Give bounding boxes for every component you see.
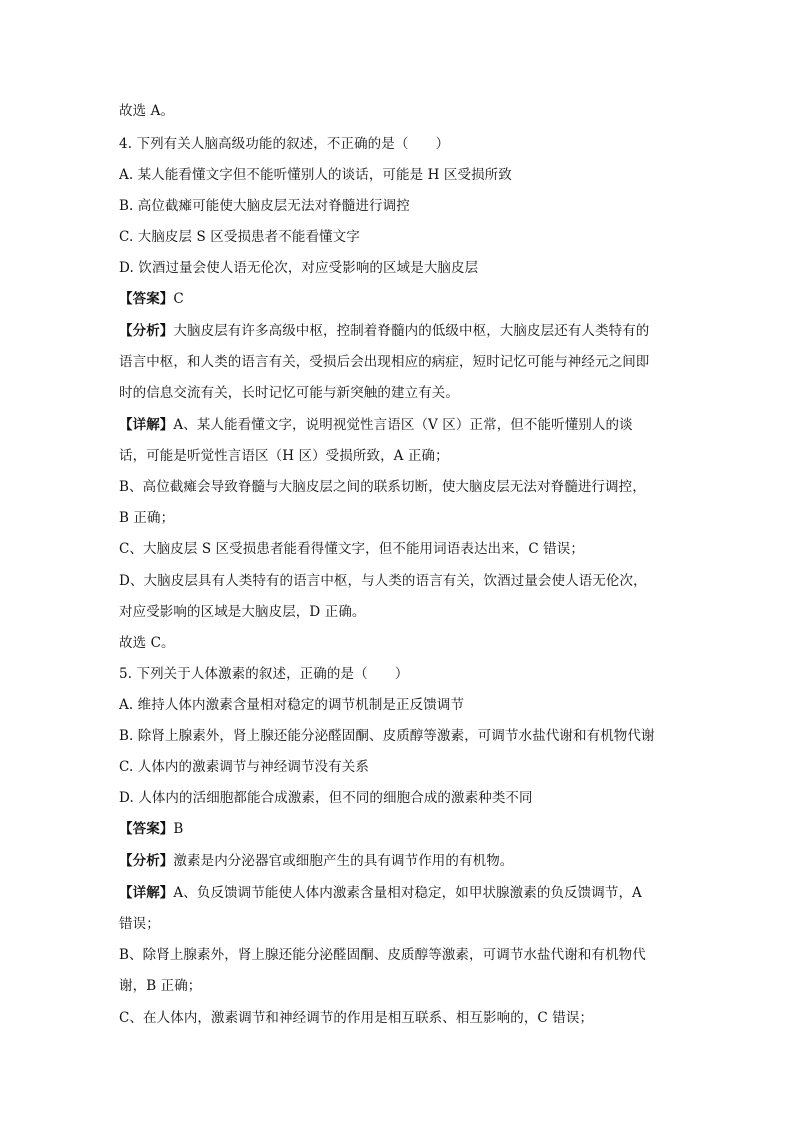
- detail-text-line: 错误；: [119, 916, 160, 932]
- detail-text-line: C、大脑皮层 S 区受损患者能看得懂文字，但不能用词语表达出来，C 错误；: [119, 541, 584, 557]
- detail-label: 【详解】: [119, 885, 174, 901]
- conclusion-line-q3: 故选 A。: [119, 103, 175, 119]
- detail-text-line: 谢，B 正确；: [119, 978, 202, 994]
- detail-text-line: B、除肾上腺素外，肾上腺还能分泌醛固酮、皮质醇等激素，可调节水盐代谢和有机物代: [119, 947, 646, 963]
- detail-text-line: 话，可能是听觉性言语区（H 区）受损所致，A 正确；: [119, 448, 449, 464]
- detail-text-line: B、高位截瘫会导致脊髓与大脑皮层之间的联系切断，使大脑皮层无法对脊髓进行调控，: [119, 479, 646, 495]
- detail-text: A、某人能看懂文字，说明视觉性言语区（V 区）正常，但不能听懂别人的谈: [173, 417, 633, 433]
- detail-text: A、负反馈调节能使人体内激素含量相对稳定，如甲状腺激素的负反馈调节，A: [173, 885, 642, 901]
- detail-text-line: D、大脑皮层具有人类特有的语言中枢，与人类的语言有关，饮酒过量会使人语无伦次，: [119, 573, 647, 589]
- detail-text-line: 对应受影响的区域是大脑皮层，D 正确。: [119, 604, 366, 620]
- question-4-answer: [119, 289, 679, 309]
- answer-label: 【答案】: [119, 291, 174, 307]
- answer-label: 【答案】: [119, 821, 174, 837]
- question-4-option-c: C. 大脑皮层 S 区受损患者不能看懂文字: [119, 229, 360, 245]
- detail-text-line: C、在人体内，激素调节和神经调节的作用是相互联系、相互影响的，C 错误；: [119, 1010, 594, 1026]
- question-5-option-d: D. 人体内的活细胞都能合成激素，但不同的细胞合成的激素种类不同: [119, 790, 533, 806]
- question-5-detail: [119, 883, 679, 903]
- question-5-analysis: [119, 851, 679, 871]
- analysis-label: 【分析】: [119, 323, 174, 339]
- conclusion-line-q4: 故选 C。: [119, 635, 175, 651]
- question-4-analysis: [119, 321, 679, 341]
- detail-label: 【详解】: [119, 417, 174, 433]
- answer-value: B: [173, 821, 184, 837]
- analysis-text-line: 语言中枢，和人类的语言有关，受损后会出现相应的病症，短时记忆可能与神经元之间即: [119, 354, 650, 370]
- question-5-stem: 5. 下列关于人体激素的叙述，正确的是（ ）: [119, 666, 409, 682]
- analysis-label: 【分析】: [119, 853, 174, 869]
- analysis-text: 大脑皮层有许多高级中枢，控制着脊髓内的低级中枢，大脑皮层还有人类特有的: [173, 323, 650, 339]
- answer-value: C: [173, 291, 184, 307]
- question-5-answer: [119, 819, 679, 839]
- analysis-text-line: 时的信息交流有关，长时记忆可能与新突触的建立有关。: [119, 385, 459, 401]
- detail-text-line: B 正确；: [119, 510, 175, 526]
- analysis-text: 激素是内分泌器官或细胞产生的具有调节作用的有机物。: [173, 853, 514, 869]
- question-4-detail: [119, 415, 679, 435]
- question-5-option-a: A. 维持人体内激素含量相对稳定的调节机制是正反馈调节: [119, 697, 465, 713]
- question-4-option-a: A. 某人能看懂文字但不能听懂别人的谈话，可能是 H 区受损所致: [119, 167, 512, 183]
- question-4-option-b: B. 高位截瘫可能使大脑皮层无法对脊髓进行调控: [119, 198, 410, 214]
- question-4-option-d: D. 饮酒过量会使人语无伦次，对应受影响的区域是大脑皮层: [119, 260, 479, 276]
- question-5-option-b: B. 除肾上腺素外，肾上腺还能分泌醛固酮、皮质醇等激素，可调节水盐代谢和有机物代谢: [119, 728, 655, 744]
- question-5-option-c: C. 人体内的激素调节与神经调节没有关系: [119, 759, 369, 775]
- question-4-stem: 4. 下列有关人脑高级功能的叙述，不正确的是（ ）: [119, 136, 450, 152]
